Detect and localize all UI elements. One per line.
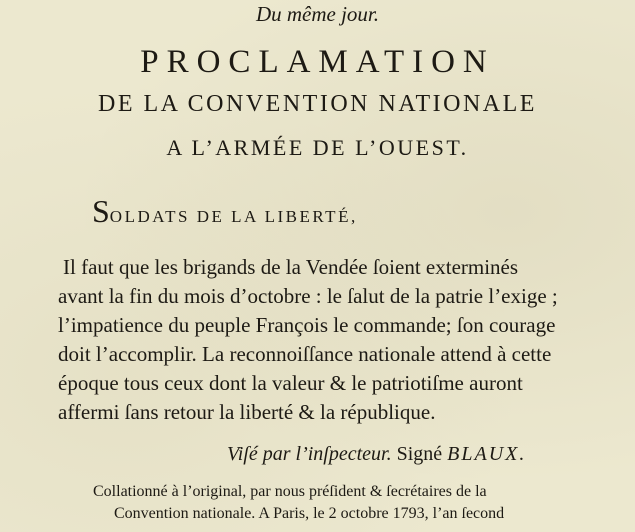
body-line: doit l’accomplir. La reconnoiſſance nationale attend à cette bbox=[58, 342, 552, 366]
document-subtitle: DE LA CONVENTION NATIONALE bbox=[98, 91, 537, 117]
signature-line bbox=[227, 443, 526, 466]
collation-line-2: Convention nationale. A Paris, le 2 octobre 1793, l’an ſecond bbox=[114, 505, 505, 522]
document-addressee: A L’ARMÉE DE L’OUEST. bbox=[166, 135, 469, 160]
document-title: PROCLAMATION bbox=[140, 44, 495, 80]
signatory-name: BLAUX. bbox=[447, 443, 527, 465]
body-line: affermi ſans retour la liberté & la république. bbox=[58, 400, 436, 424]
body-line: l’impatience du peuple François le commande; ſon courage bbox=[58, 313, 556, 337]
body-line: Il faut que les brigands de la Vendée ſoient exterminés bbox=[63, 255, 519, 279]
date-heading: Du même jour. bbox=[255, 2, 380, 26]
salutation-text: OLDATS DE LA LIBERTÉ, bbox=[109, 207, 358, 226]
body-line: avant la fin du mois d’octobre : le ſalut de la patrie l’exige ; bbox=[58, 284, 558, 308]
proclamation-body bbox=[58, 253, 628, 427]
signe-text: Signé bbox=[396, 443, 443, 465]
salutation-initial: S bbox=[92, 193, 110, 229]
salutation bbox=[92, 193, 358, 230]
body-line: époque tous ceux dont la valeur & le patriotiſme auront bbox=[58, 371, 523, 395]
collation-note bbox=[93, 481, 633, 525]
vise-text: Viſé par l’inſpecteur. bbox=[227, 443, 392, 465]
collation-line-1: Collationné à l’original, par nous préſident & ſecrétaires de la bbox=[93, 483, 487, 500]
